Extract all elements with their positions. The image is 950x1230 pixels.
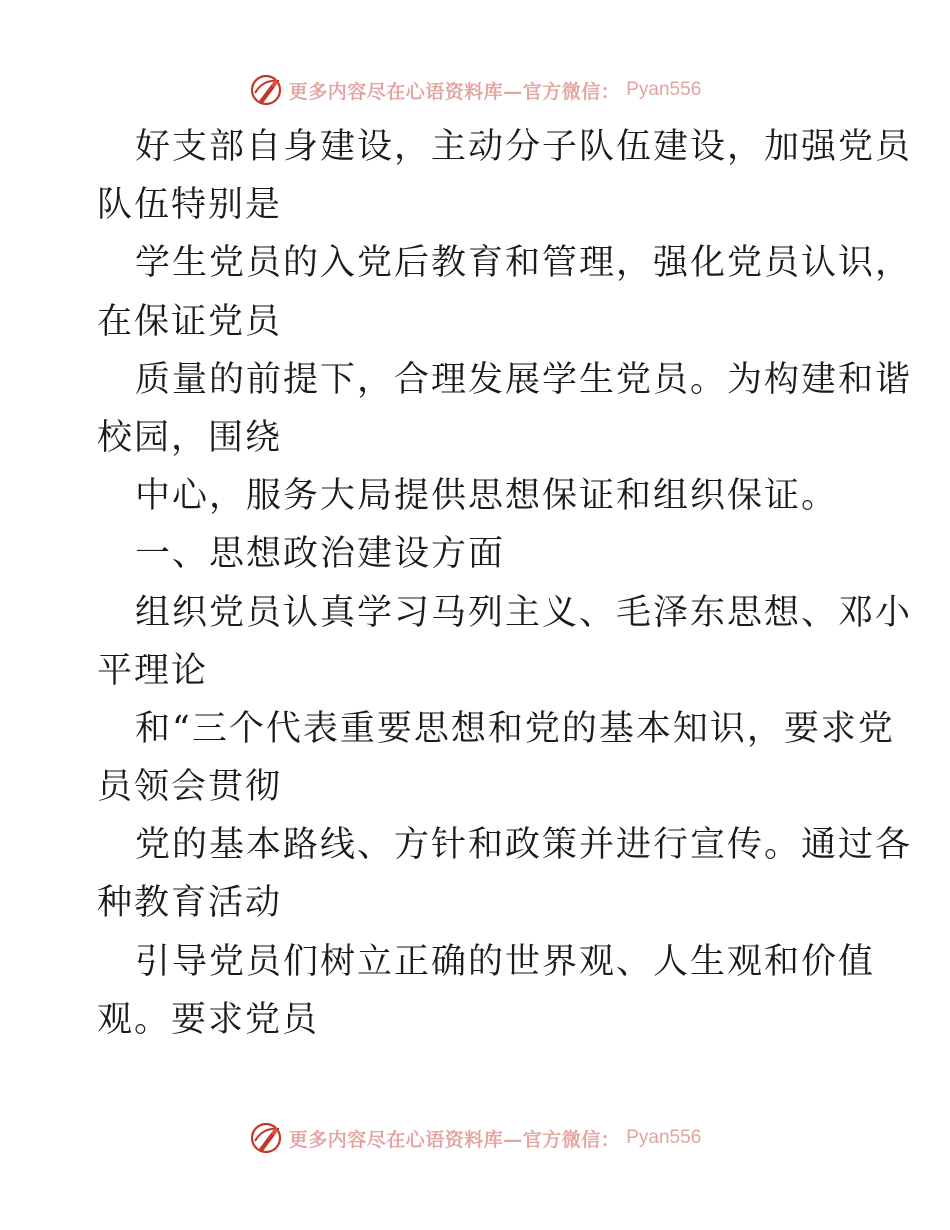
section-heading: 一、思想政治建设方面	[135, 534, 506, 575]
text-line: 好支部自身建设，主动分子队伍建设，加强党员	[135, 127, 913, 167]
text-line: 质量的前提下，合理发展学生党员。为构建和谐	[135, 359, 913, 400]
footer-watermark	[0, 1118, 950, 1158]
text-line: 队伍特别是	[97, 185, 283, 226]
text-line: 党的基本路线、方针和政策并进行宣传。通过各	[135, 825, 913, 866]
text-line: 在保证党员	[97, 301, 283, 342]
text-line: 引导党员们树立正确的世界观、人生观和价值	[135, 941, 876, 982]
text-line: 和“三个代表重要思想和党的基本知识，要求党	[135, 708, 895, 749]
watermark-wechat-id: Pyan556	[626, 79, 702, 100]
text-line: 组织党员认真学习马列主义、毛泽东思想、邓小	[135, 592, 913, 633]
watermark-wechat-id: Pyan556	[626, 1127, 702, 1148]
quill-logo-icon	[249, 1121, 283, 1155]
text-line: 种教育活动	[97, 883, 283, 924]
text-line: 员领会贯彻	[97, 767, 283, 808]
document-body	[97, 118, 913, 1049]
watermark-text: 更多内容尽在心语资料库—官方微信：	[288, 80, 621, 103]
text-line: 校园，围绕	[97, 417, 283, 458]
text-line: 平理论	[97, 650, 209, 691]
text-line: 中心，服务大局提供思想保证和组织保证。	[135, 476, 839, 517]
text-line: 学生党员的入党后教育和管理，强化党员认识，	[135, 243, 913, 284]
quill-logo-icon	[249, 73, 283, 107]
watermark-text: 更多内容尽在心语资料库—官方微信：	[288, 1128, 621, 1151]
text-line: 观。要求党员	[97, 999, 320, 1040]
header-watermark	[0, 70, 950, 110]
